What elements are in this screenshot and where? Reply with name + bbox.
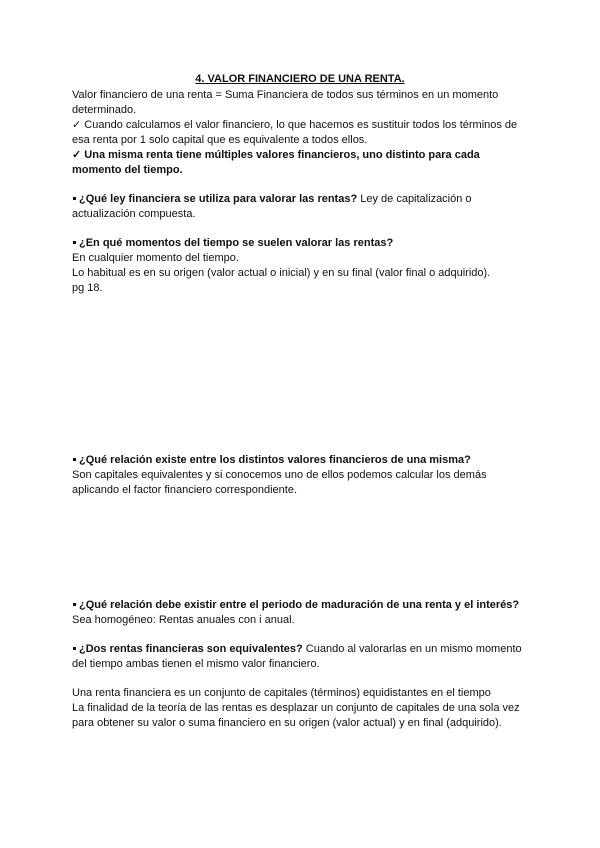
intro-definition-line-1: Valor financiero de una renta = Suma Financiera de todos sus términos en un momento [72,89,499,101]
question-1-answer: Ley de capitalización o [357,193,472,205]
question-5-answer: Cuando al valorarlas en un mismo momento [302,643,522,655]
question-4-answer-line-1: Sea homogéneo: Rentas anuales con i anual. [72,614,295,626]
question-4-block [72,598,528,731]
check-item-2 [72,148,528,163]
bullet-square-icon [73,603,76,606]
page-title: 4. VALOR FINANCIERO DE UNA RENTA. [195,73,405,85]
question-3-block [72,453,528,498]
question-5-answer-line-2: del tiempo ambas tienen el mismo valor financiero. [72,658,320,670]
check-item-2-text-line-2: momento del tiempo. [72,164,183,176]
question-5-text: ¿Dos rentas financieras son equivalentes? [79,643,303,655]
closing-line-2: La finalidad de la teoría de las rentas es desplazar un conjunto de capitales de una sola vez [72,702,520,714]
checkmark-icon: ✓ [72,119,82,131]
question-1-text: ¿Qué ley financiera se utiliza para valorar las rentas? [79,193,358,205]
closing-line-3: para obtener su valor o suma financiero en su origen (valor actual) y en final (adquirido). [72,717,502,729]
bullet-square-icon [73,647,76,650]
check-item-1-text-line-2: esa renta por 1 solo capital que es equivalente a todos ellos. [72,134,368,146]
bullet-square-icon [73,458,76,461]
checkmark-icon: ✓ [72,149,82,161]
question-3 [72,453,528,468]
bullet-square-icon [73,197,76,200]
question-2 [72,236,528,251]
question-5 [72,642,528,657]
question-2-text: ¿En qué momentos del tiempo se suelen valorar las rentas? [79,237,394,249]
closing-line-1: Una renta financiera es un conjunto de capitales (términos) equidistantes en el tiempo [72,687,491,699]
question-2-answer-line-1: En cualquier momento del tiempo. [72,252,239,264]
check-item-2-text: Una misma renta tiene múltiples valores financieros, uno distinto para cada [84,149,480,161]
check-item-1 [72,118,528,133]
question-1 [72,192,528,207]
check-item-1-text: Cuando calculamos el valor financiero, lo que hacemos es sustituir todos los términos de [84,119,518,131]
question-3-answer-line-1: Son capitales equivalentes y si conocemos uno de ellos podemos calcular los demás [72,469,487,481]
question-4 [72,598,528,613]
intro-definition-line-2: determinado. [72,104,137,116]
question-4-text: ¿Qué relación debe existir entre el periodo de maduración de una renta y el interés? [79,599,520,611]
document-body [72,72,528,296]
question-2-answer-line-2: Lo habitual es en su origen (valor actual o inicial) y en su final (valor final o adquirido). [72,267,491,279]
question-2-answer-line-3: pg 18. [72,282,103,294]
question-3-answer-line-2: aplicando el factor financiero correspondiente. [72,484,298,496]
question-3-text: ¿Qué relación existe entre los distintos valores financieros de una misma? [79,454,471,466]
question-1-answer-line-2: actualización compuesta. [72,208,196,220]
bullet-square-icon [73,241,76,244]
